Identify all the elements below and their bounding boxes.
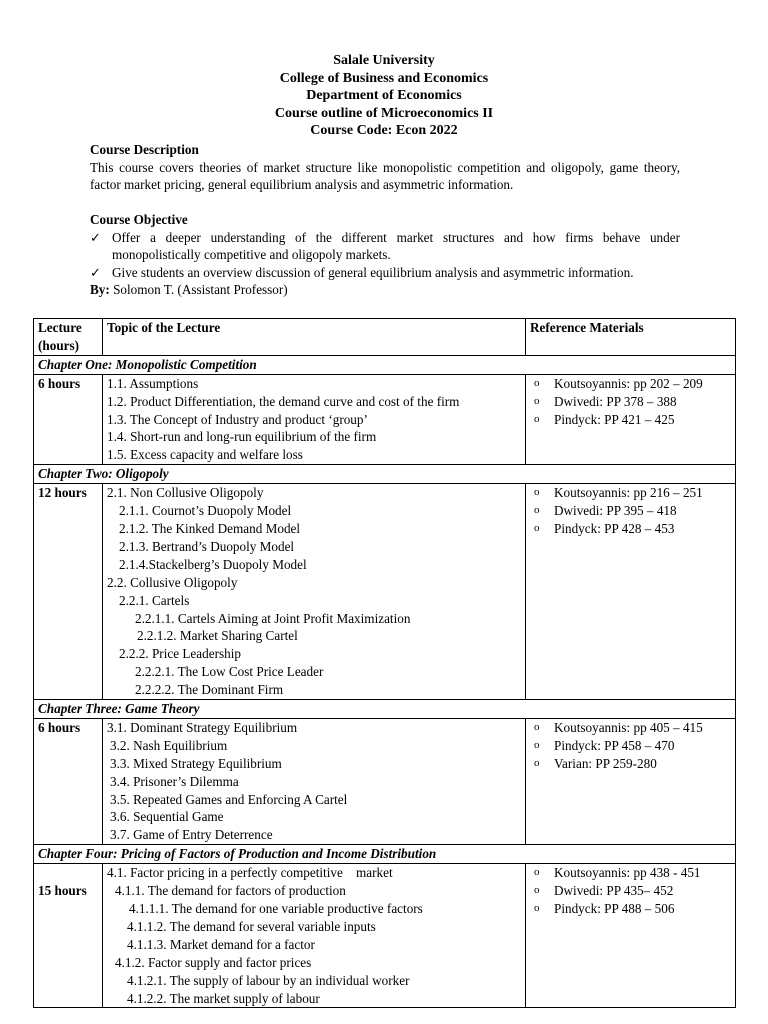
document-header [0, 52, 768, 140]
header-cell-topic: Topic of the Lecture [103, 319, 526, 356]
course-objective-heading: Course Objective [90, 212, 188, 227]
circle-bullet-icon: o [534, 412, 540, 425]
reference-item: o Dwivedi: PP 378 – 388 [534, 393, 677, 409]
reference-item: o Koutsoyannis: pp 202 – 209 [534, 375, 703, 391]
lecture-hours: 6 hours [34, 718, 103, 844]
chapter-title: Chapter Three: Game Theory [34, 700, 736, 719]
reference-item: o Koutsoyannis: pp 438 - 451 [534, 865, 701, 881]
topic-item: 3.1. Dominant Strategy Equilibrium [107, 719, 298, 735]
circle-bullet-icon: o [534, 902, 540, 914]
objective-text: Offer a deeper understanding of the different market structures and how firms behave under monopolistically competitive and oligopoly markets. [112, 229, 680, 262]
course-description-text: This course covers theories of market structure like monopolistic competition and oligopoly, game theory, factor market pricing, general equilibrium analysis and asymmetric information. [90, 159, 680, 192]
reference-item: o Pindyck: PP 458 – 470 [534, 737, 675, 753]
topic-item: 2.2.1.1. Cartels Aiming at Joint Profit Maximization [135, 610, 411, 626]
reference-item: o Koutsoyannis: pp 405 – 415 [534, 719, 703, 735]
lecture-hours: 15 hours [34, 864, 103, 1008]
department-name: Department of Economics [306, 88, 462, 103]
topic-item: 1.5. Excess capacity and welfare loss [107, 447, 303, 463]
topic-item: 4.1.1.3. Market demand for a factor [127, 936, 315, 952]
topic-item: 1.2. Product Differentiation, the demand curve and cost of the firm [107, 393, 460, 409]
course-description-heading: Course Description [90, 142, 199, 157]
topic-item: 2.2.1.2. Market Sharing Cartel [137, 628, 298, 644]
topic-item: 1.1. Assumptions [107, 375, 199, 391]
chapter-content-row [34, 484, 736, 700]
topic-item: 1.3. The Concept of Industry and product ‘group’ [107, 411, 368, 427]
checkmark-icon: ✓ [90, 229, 102, 245]
topic-list [103, 484, 526, 700]
reference-list [526, 864, 736, 1008]
objective-item [90, 264, 680, 282]
objective-text: Give students an overview discussion of general equilibrium analysis and asymmetric information. [112, 264, 634, 280]
reference-item: o Dwivedi: PP 435– 452 [534, 883, 674, 899]
course-description [90, 141, 680, 194]
reference-item: o Pindyck: PP 488 – 506 [534, 901, 675, 916]
topic-item: 4.1. Factor pricing in a perfectly competitive market [107, 865, 393, 881]
topic-item: 4.1.1.2. The demand for several variable inputs [127, 918, 376, 934]
topic-item: 3.4. Prisoner’s Dilemma [110, 773, 239, 789]
checkmark-icon: ✓ [90, 264, 102, 280]
course-outline-title: Course outline of Microeconomics II [274, 105, 494, 121]
reference-item: o Koutsoyannis: pp 216 – 251 [534, 485, 703, 501]
circle-bullet-icon: o [534, 486, 540, 499]
topic-item: 3.7. Game of Entry Deterrence [110, 827, 273, 843]
university-name: Salale University [333, 53, 435, 68]
reference-item: o Varian: PP 259-280 [534, 755, 657, 771]
college-name: College of Business and Economics [279, 70, 489, 86]
chapter-title-row [34, 845, 736, 864]
topic-item: 2.1. Non Collusive Oligopoly [107, 485, 264, 501]
topic-list [103, 864, 526, 1008]
table-header-row [34, 319, 736, 356]
chapter-title-row [34, 465, 736, 484]
chapter-content-row [34, 374, 736, 465]
author-name: Solomon T. (Assistant Professor) [113, 282, 288, 297]
circle-bullet-icon: o [534, 394, 540, 407]
lecture-hours: 6 hours [34, 374, 103, 465]
topic-item: 1.4. Short-run and long-run equilibrium of the firm [107, 429, 377, 445]
topic-item: 3.6. Sequential Game [110, 809, 224, 825]
circle-bullet-icon: o [534, 376, 540, 389]
topic-item: 4.1.2.1. The supply of labour by an individual worker [127, 972, 410, 988]
chapter-content-row [34, 718, 736, 844]
course-objective [90, 211, 680, 299]
circle-bullet-icon: o [534, 738, 540, 751]
chapter-content-row [34, 864, 736, 1008]
chapter-title-row [34, 355, 736, 374]
topic-item: 2.2.2. Price Leadership [119, 646, 241, 662]
topic-item: 2.1.3. Bertrand’s Duopoly Model [119, 538, 295, 554]
chapter-title: Chapter Two: Oligopoly [34, 465, 736, 484]
topic-item: 3.5. Repeated Games and Enforcing A Cartel [110, 791, 348, 807]
topic-item: 2.2.2.2. The Dominant Firm [135, 682, 284, 698]
lecture-hours: 12 hours [34, 484, 103, 700]
topic-item: 2.2.1. Cartels [119, 592, 190, 608]
topic-list [103, 374, 526, 465]
reference-item: o Pindyck: PP 428 – 453 [534, 520, 675, 536]
circle-bullet-icon: o [534, 720, 540, 733]
topic-item: 3.2. Nash Equilibrium [110, 737, 228, 753]
reference-list [526, 484, 736, 700]
chapter-title-row [34, 700, 736, 719]
topic-item: 2.2.2.1. The Low Cost Price Leader [135, 664, 324, 680]
topic-item: 2.2. Collusive Oligopoly [107, 574, 238, 590]
circle-bullet-icon: o [534, 504, 540, 517]
topic-item: 3.3. Mixed Strategy Equilibrium [110, 755, 282, 771]
topic-item: 4.1.2. Factor supply and factor prices [115, 954, 312, 970]
course-outline-table [33, 318, 736, 1008]
topic-list [103, 718, 526, 844]
course-code: Course Code: Econ 2022 [310, 123, 458, 138]
chapter-title: Chapter Four: Pricing of Factors of Production and Income Distribution [34, 845, 736, 864]
topic-item: 4.1.1.1. The demand for one variable productive factors [129, 901, 423, 916]
reference-list [526, 374, 736, 465]
topic-item: 4.1.2.2. The market supply of labour [127, 990, 320, 1006]
circle-bullet-icon: o [534, 521, 540, 534]
circle-bullet-icon: o [534, 756, 540, 769]
header-cell-references: Reference Materials [526, 319, 736, 356]
reference-item: o Dwivedi: PP 395 – 418 [534, 503, 677, 519]
circle-bullet-icon: o [534, 866, 540, 879]
header-cell-lecture: Lecture (hours) [34, 319, 103, 356]
topic-item: 4.1.1. The demand for factors of production [115, 883, 346, 899]
author-label: By: [90, 282, 110, 297]
reference-list [526, 718, 736, 844]
topic-item: 2.1.4.Stackelberg’s Duopoly Model [119, 556, 307, 572]
topic-item: 2.1.2. The Kinked Demand Model [119, 520, 301, 536]
topic-item: 2.1.1. Cournot’s Duopoly Model [119, 503, 292, 519]
objective-item [90, 229, 680, 264]
chapter-title: Chapter One: Monopolistic Competition [34, 355, 736, 374]
circle-bullet-icon: o [534, 884, 540, 897]
reference-item: o Pindyck: PP 421 – 425 [534, 411, 675, 427]
author-line [90, 281, 680, 299]
